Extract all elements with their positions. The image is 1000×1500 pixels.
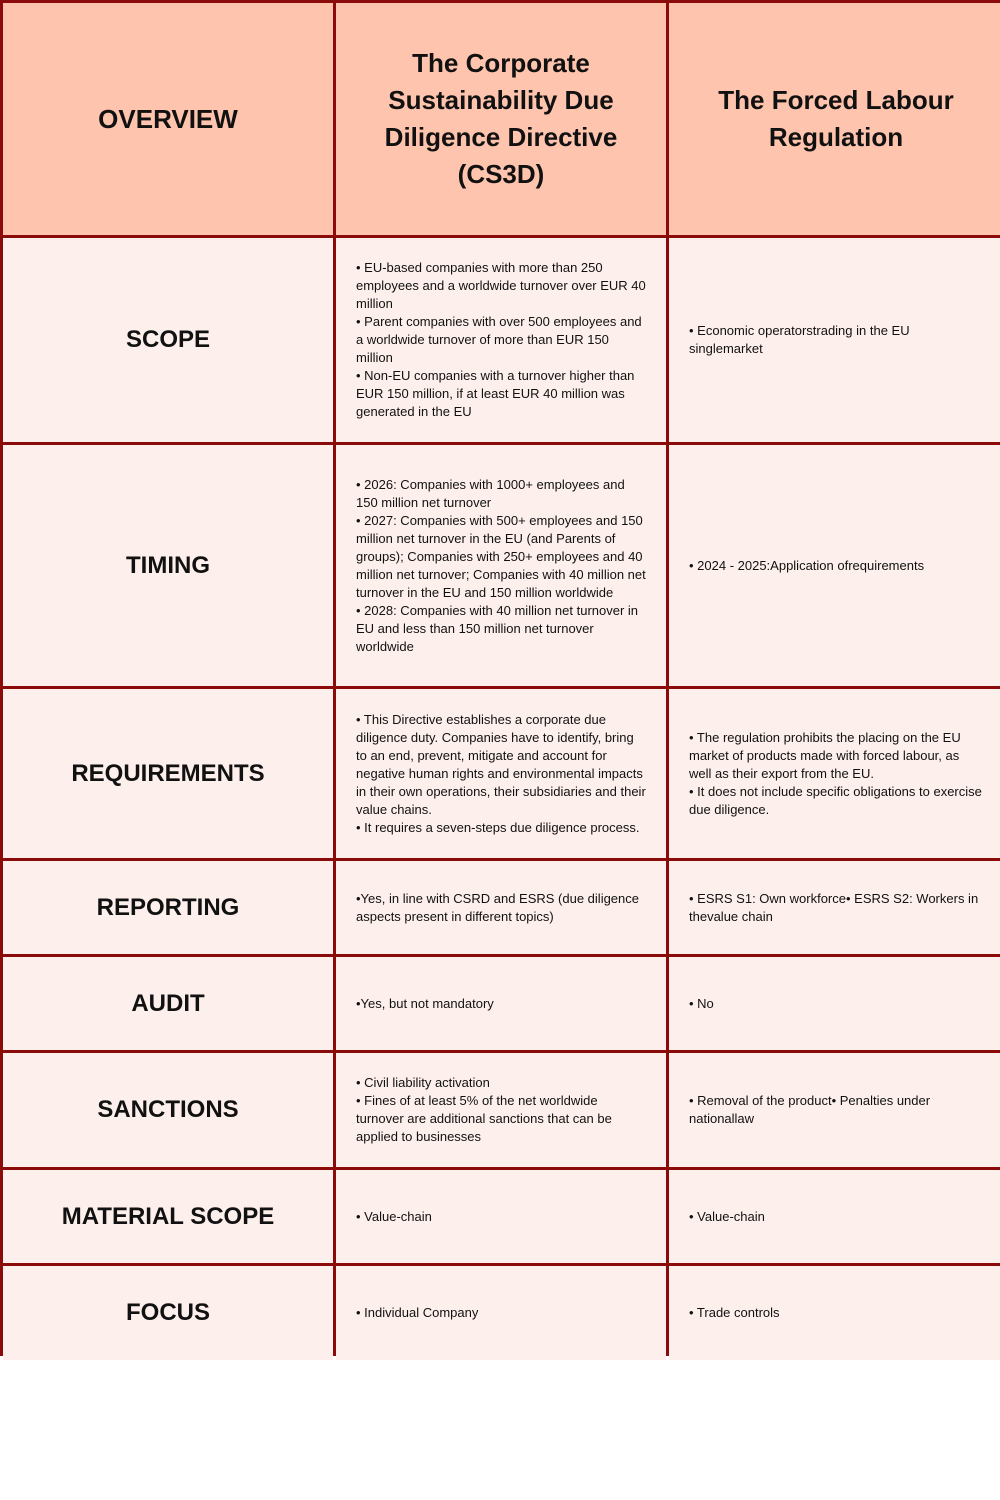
row-label-focus: FOCUS [3,1266,333,1360]
bullet-item: • It does not include specific obligations to exercise due diligence. [689,783,982,817]
header-cs3d: The Corporate Sustainability Due Diligence Directive (CS3D) [336,3,666,235]
bullet-list [356,995,494,1013]
row-label-material-scope: MATERIAL SCOPE [3,1170,333,1263]
bullet-item: • Civil liability activation [356,1075,490,1090]
bullet-list [689,1208,765,1226]
flr-audit-cell [669,957,1000,1050]
flr-timing-cell [669,445,1000,686]
bullet-item: •Yes, but not mandatory [356,995,494,1011]
bullet-item: • The regulation prohibits the placing on the EU market of products made with forced labour, as well as their export from the EU. [689,729,961,781]
header-overview: OVERVIEW [3,3,333,235]
bullet-list [356,711,648,837]
bullet-list [689,729,985,819]
cs3d-requirements-cell [336,689,666,858]
cs3d-material-scope-cell [336,1170,666,1263]
cs3d-focus-cell [336,1266,666,1360]
row-label-reporting: REPORTING [3,861,333,954]
bullet-item: • Removal of the product• Penalties under nationallaw [689,1093,931,1126]
bullet-item: • It requires a seven-steps due diligence process. [356,819,640,835]
bullet-list [689,322,985,358]
bullet-item: • Value-chain [689,1208,765,1224]
bullet-list [689,890,985,926]
bullet-list [356,1074,648,1146]
flr-reporting-cell [669,861,1000,954]
bullet-item: • This Directive establishes a corporate due diligence duty. Companies have to identify, bring to an end, prevent, mitigate and account for negative human rights and environmental impacts in their own operations, their subsidiaries and their value chains. [356,711,646,817]
bullet-list [689,1092,985,1128]
flr-focus-cell [669,1266,1000,1360]
bullet-item: • 2027: Companies with 500+ employees and 150 million net turnover in the EU (and Parents of groups); Companies with 250+ employees and 40 million net turnover; Companies with 40 million net turnover in the EU and 150 million worldwide [356,512,646,600]
cs3d-scope-cell [336,238,666,442]
bullet-item: • Individual Company [356,1305,479,1320]
bullet-item: • EU-based companies with more than 250 employees and a worldwide turnover over EUR 40 million [356,260,646,311]
bullet-item: • 2028: Companies with 40 million net turnover in EU and less than 150 million net turnover worldwide [356,602,639,654]
flr-requirements-cell [669,689,1000,858]
header-forced-labour-regulation: The Forced Labour Regulation [669,3,1000,235]
row-label-timing: TIMING [3,445,333,686]
bullet-item: • 2026: Companies with 1000+ employees and 150 million net turnover [356,476,625,510]
bullet-item: • Parent companies with over 500 employees and a worldwide turnover of more than EUR 150 million [356,314,642,365]
bullet-list [356,1304,478,1322]
bullet-list [356,1208,432,1226]
cs3d-audit-cell [336,957,666,1050]
bullet-list [356,476,648,656]
bullet-item: • Fines of at least 5% of the net worldwide turnover are additional sanctions that can be applied to businesses [356,1093,612,1144]
bullet-list [356,890,648,926]
bullet-item: • ESRS S1: Own workforce• ESRS S2: Workers in thevalue chain [689,890,979,924]
flr-material-scope-cell [669,1170,1000,1263]
flr-scope-cell [669,238,1000,442]
bullet-item: • 2024 - 2025:Application ofrequirements [689,557,925,573]
flr-sanctions-cell [669,1053,1000,1167]
bullet-list [689,995,714,1013]
bullet-item: • Trade controls [689,1305,780,1320]
bullet-item: • No [689,995,714,1011]
bullet-list [689,557,924,575]
bullet-item: • Non-EU companies with a turnover higher than EUR 150 million, if at least EUR 40 million was generated in the EU [356,368,635,419]
cs3d-sanctions-cell [336,1053,666,1167]
cs3d-timing-cell [336,445,666,686]
bullet-list [689,1304,780,1322]
row-label-scope: SCOPE [3,238,333,442]
bullet-item: • Value-chain [356,1208,432,1224]
row-label-sanctions: SANCTIONS [3,1053,333,1167]
bullet-item: •Yes, in line with CSRD and ESRS (due diligence aspects present in different topics) [356,890,639,924]
bullet-item: • Economic operatorstrading in the EU singlemarket [689,323,910,356]
row-label-requirements: REQUIREMENTS [3,689,333,858]
cs3d-reporting-cell [336,861,666,954]
bullet-list [356,259,648,421]
row-label-audit: AUDIT [3,957,333,1050]
